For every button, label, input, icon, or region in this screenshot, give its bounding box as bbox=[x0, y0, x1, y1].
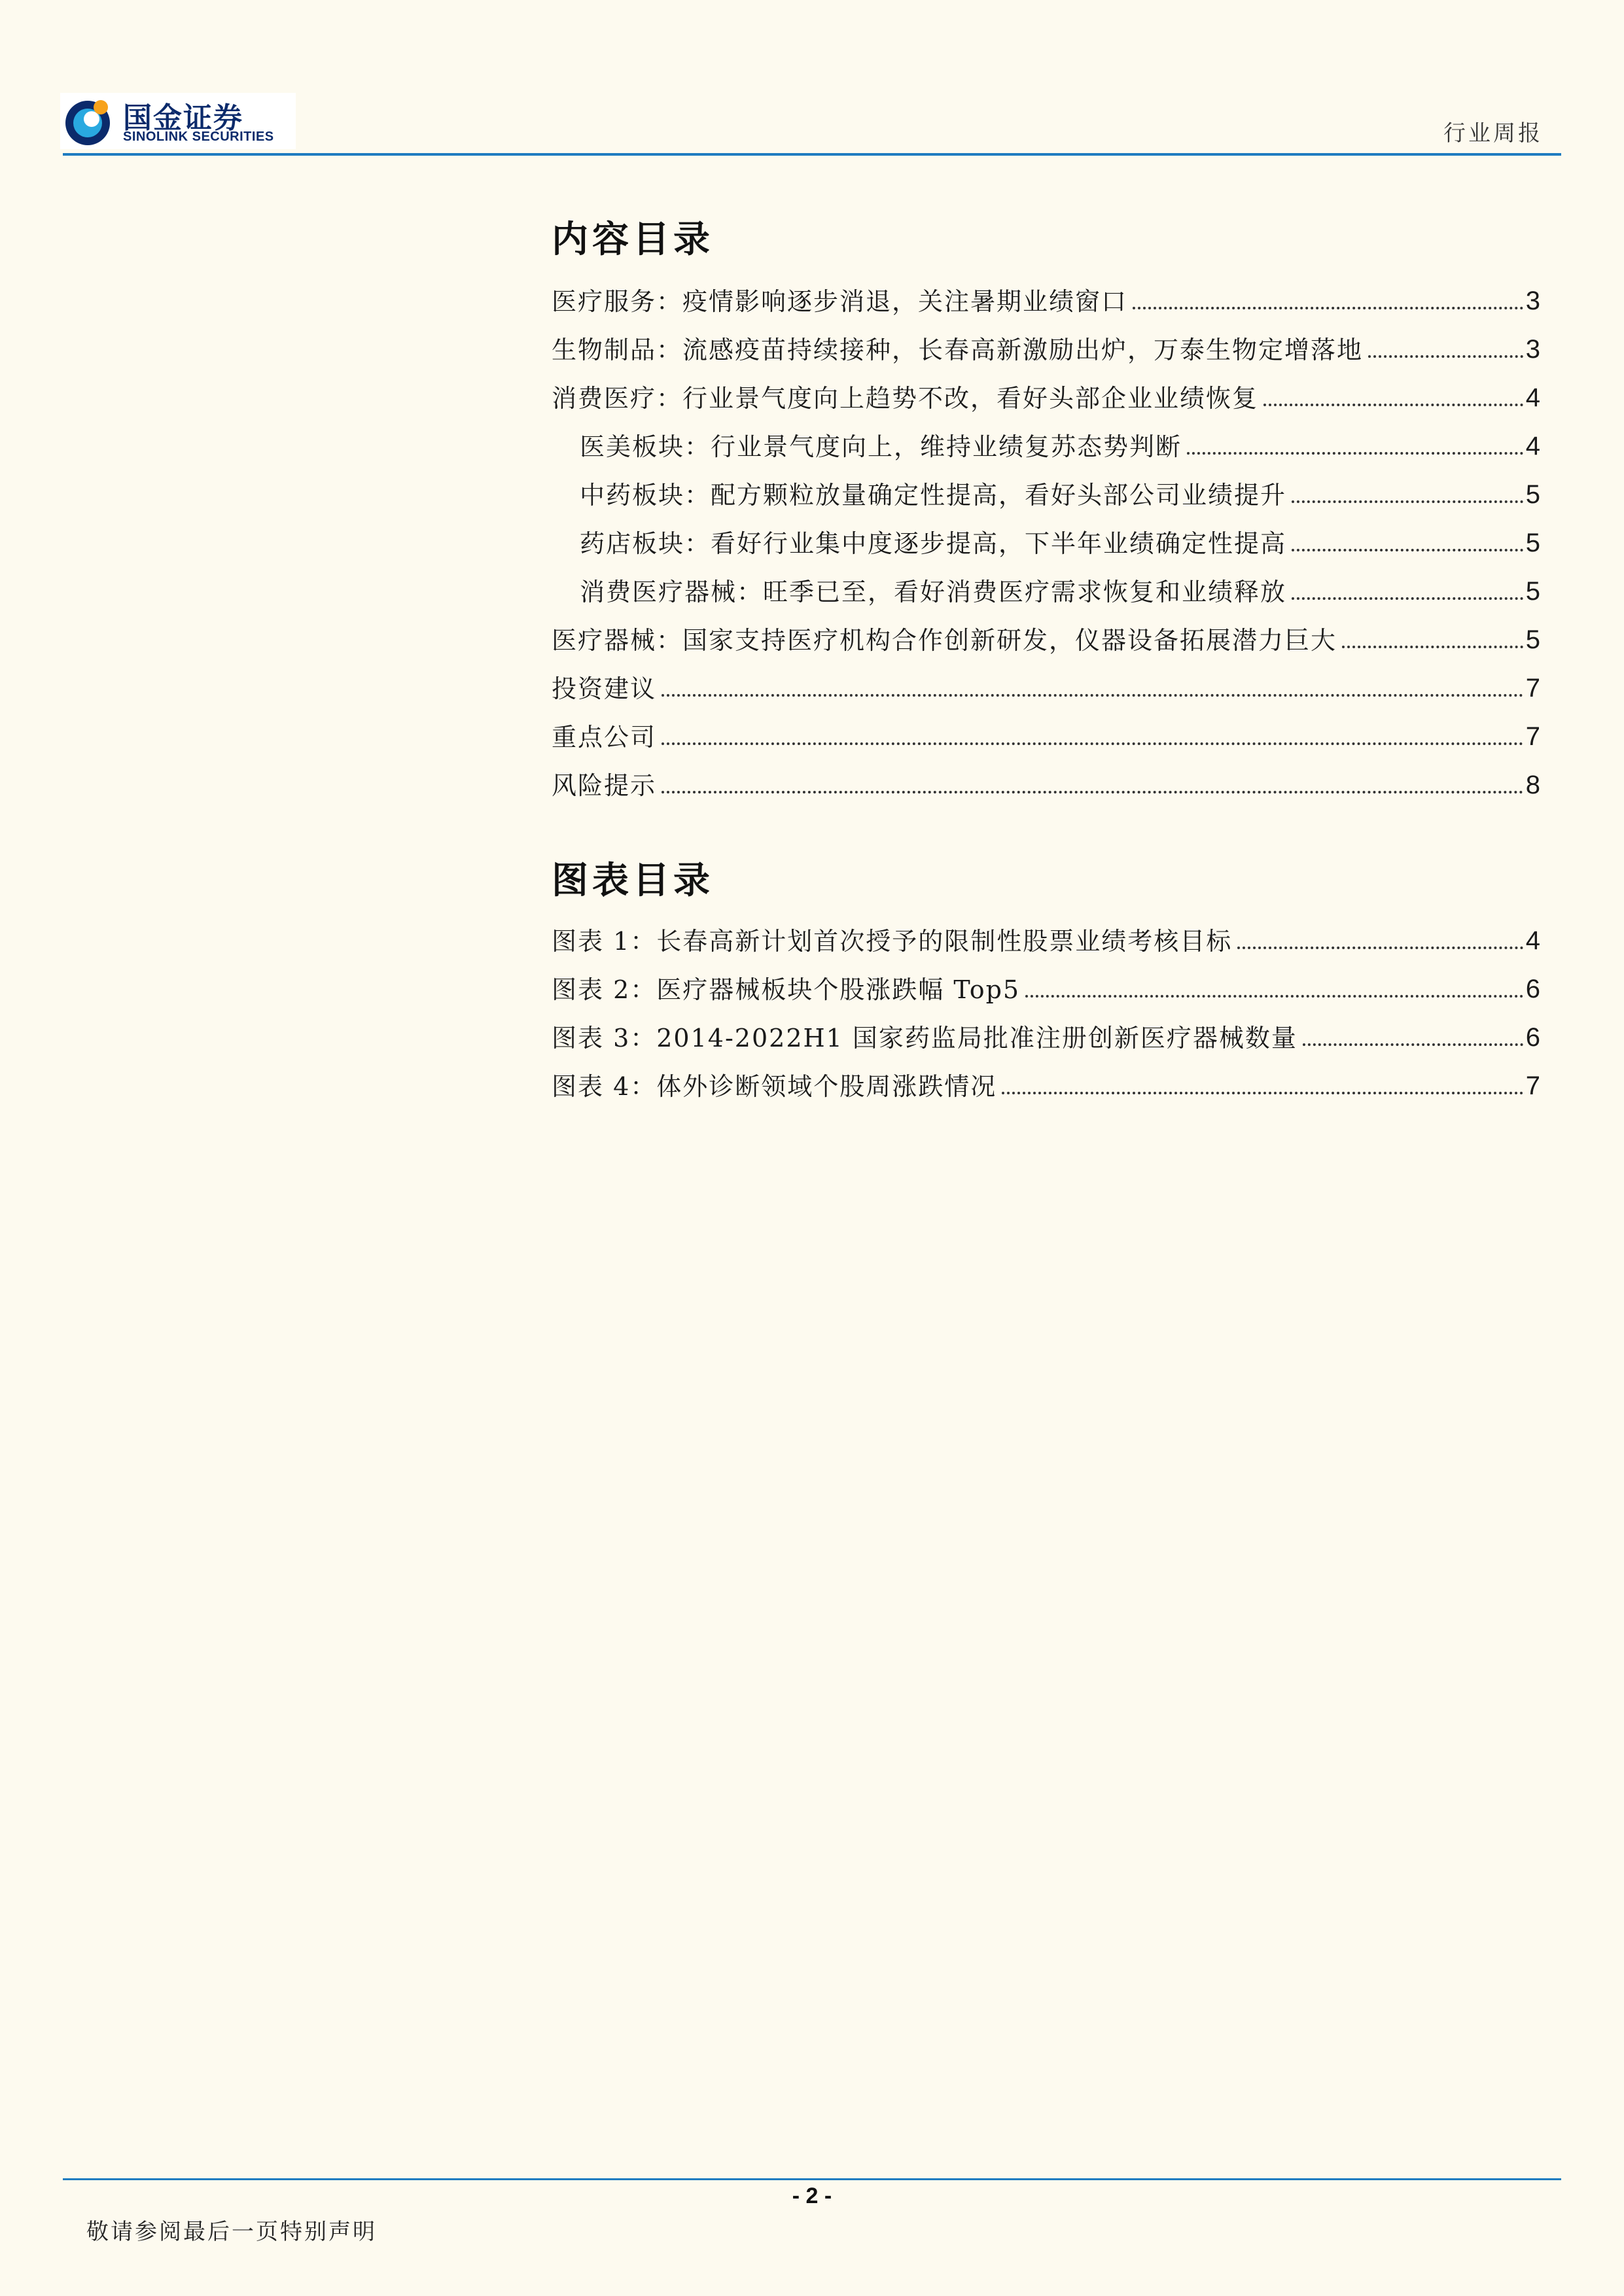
toc-leader-dots bbox=[1292, 597, 1523, 600]
toc-leader-dots bbox=[662, 791, 1523, 793]
toc-entry-page: 5 bbox=[1525, 480, 1540, 509]
logo-chinese-name: 国金证券 bbox=[123, 101, 243, 135]
toc-entry[interactable] bbox=[552, 372, 1540, 411]
toc-entry-text: 投资建议 bbox=[552, 674, 657, 703]
toc-entry[interactable] bbox=[552, 614, 1540, 653]
toc-entry-page: 6 bbox=[1525, 1023, 1540, 1052]
page-number: - 2 - bbox=[792, 2183, 832, 2208]
toc-entry-text: 生物制品：流感疫苗持续接种，长春高新激励出炉，万泰生物定增落地 bbox=[552, 336, 1364, 364]
figures-title: 图表目录 bbox=[552, 860, 714, 902]
toc-leader-dots bbox=[1292, 500, 1523, 503]
contents-title: 内容目录 bbox=[552, 218, 714, 261]
toc-entry[interactable] bbox=[552, 759, 1540, 798]
toc-leader-dots bbox=[1025, 995, 1523, 998]
toc-subentry[interactable] bbox=[580, 420, 1540, 459]
toc-leader-dots bbox=[1187, 452, 1523, 455]
toc-entry-text: 药店板块：看好行业集中度逐步提高，下半年业绩确定性提高 bbox=[580, 529, 1287, 558]
toc-entry-page: 4 bbox=[1525, 432, 1540, 461]
toc-entry-page: 4 bbox=[1525, 926, 1540, 955]
toc-entry[interactable] bbox=[552, 323, 1540, 362]
header-divider bbox=[63, 153, 1561, 156]
toc-subentry[interactable] bbox=[580, 517, 1540, 556]
toc-entry-text: 图表 1：长春高新计划首次授予的限制性股票业绩考核目标 bbox=[552, 927, 1233, 956]
toc-entry-text: 图表 3：2014-2022H1 国家药监局批准注册创新医疗器械数量 bbox=[552, 1024, 1297, 1052]
figure-toc-entry[interactable] bbox=[552, 963, 1540, 1002]
toc-leader-dots bbox=[1342, 646, 1523, 648]
toc-entry-page: 8 bbox=[1525, 771, 1540, 799]
toc-entry-page: 4 bbox=[1525, 383, 1540, 412]
figure-toc-entry[interactable] bbox=[552, 1011, 1540, 1051]
toc-leader-dots bbox=[1368, 355, 1523, 358]
toc-entry-text: 图表 2：医疗器械板块个股涨跌幅 Top5 bbox=[552, 975, 1021, 1004]
toc-leader-dots bbox=[1303, 1043, 1523, 1046]
toc-entry[interactable] bbox=[552, 662, 1540, 701]
toc-leader-dots bbox=[662, 742, 1523, 745]
toc-entry-page: 3 bbox=[1525, 335, 1540, 364]
toc-leader-dots bbox=[1237, 947, 1523, 949]
toc-entry-page: 7 bbox=[1525, 722, 1540, 751]
toc-entry-text: 医美板块：行业景气度向上，维持业绩复苏态势判断 bbox=[580, 432, 1182, 461]
toc-entry-text: 风险提示 bbox=[552, 771, 657, 800]
toc-entry-page: 5 bbox=[1525, 577, 1540, 606]
toc-entry-page: 5 bbox=[1525, 625, 1540, 654]
toc-entry-text: 消费医疗器械：旺季已至，看好消费医疗需求恢复和业绩释放 bbox=[580, 578, 1287, 606]
figure-toc-entry[interactable] bbox=[552, 1060, 1540, 1099]
toc-entry-text: 消费医疗：行业景气度向上趋势不改，看好头部企业业绩恢复 bbox=[552, 384, 1259, 413]
toc-entry-text: 医疗服务：疫情影响逐步消退，关注暑期业绩窗口 bbox=[552, 287, 1128, 316]
toc-entry-page: 5 bbox=[1525, 529, 1540, 557]
figure-toc-entry[interactable] bbox=[552, 914, 1540, 954]
toc-subentry[interactable] bbox=[580, 468, 1540, 508]
toc-entry-text: 图表 4：体外诊断领域个股周涨跌情况 bbox=[552, 1072, 997, 1101]
toc-entry-text: 中药板块：配方颗粒放量确定性提高，看好头部公司业绩提升 bbox=[580, 481, 1287, 510]
logo-english-name: SINOLINK SECURITIES bbox=[123, 130, 274, 144]
toc-entry-page: 6 bbox=[1525, 975, 1540, 1003]
toc-subentry[interactable] bbox=[580, 565, 1540, 604]
toc-leader-dots bbox=[1263, 404, 1523, 406]
company-logo bbox=[60, 93, 296, 149]
toc-leader-dots bbox=[1292, 549, 1523, 551]
toc-entry-page: 7 bbox=[1525, 1071, 1540, 1100]
toc-entry[interactable] bbox=[552, 275, 1540, 314]
toc-entry-text: 医疗器械：国家支持医疗机构合作创新研发，仪器设备拓展潜力巨大 bbox=[552, 626, 1337, 655]
sinolink-logo-icon bbox=[63, 97, 113, 147]
toc-leader-dots bbox=[662, 694, 1523, 697]
toc-leader-dots bbox=[1002, 1092, 1523, 1094]
report-type: 行业周报 bbox=[1443, 120, 1543, 147]
toc-entry-page: 3 bbox=[1525, 287, 1540, 315]
toc-entry[interactable] bbox=[552, 710, 1540, 750]
toc-entry-page: 7 bbox=[1525, 674, 1540, 703]
footer-disclaimer: 敬请参阅最后一页特别声明 bbox=[86, 2219, 377, 2245]
toc-leader-dots bbox=[1133, 307, 1523, 309]
toc-entry-text: 重点公司 bbox=[552, 723, 657, 752]
footer-divider bbox=[63, 2178, 1561, 2180]
